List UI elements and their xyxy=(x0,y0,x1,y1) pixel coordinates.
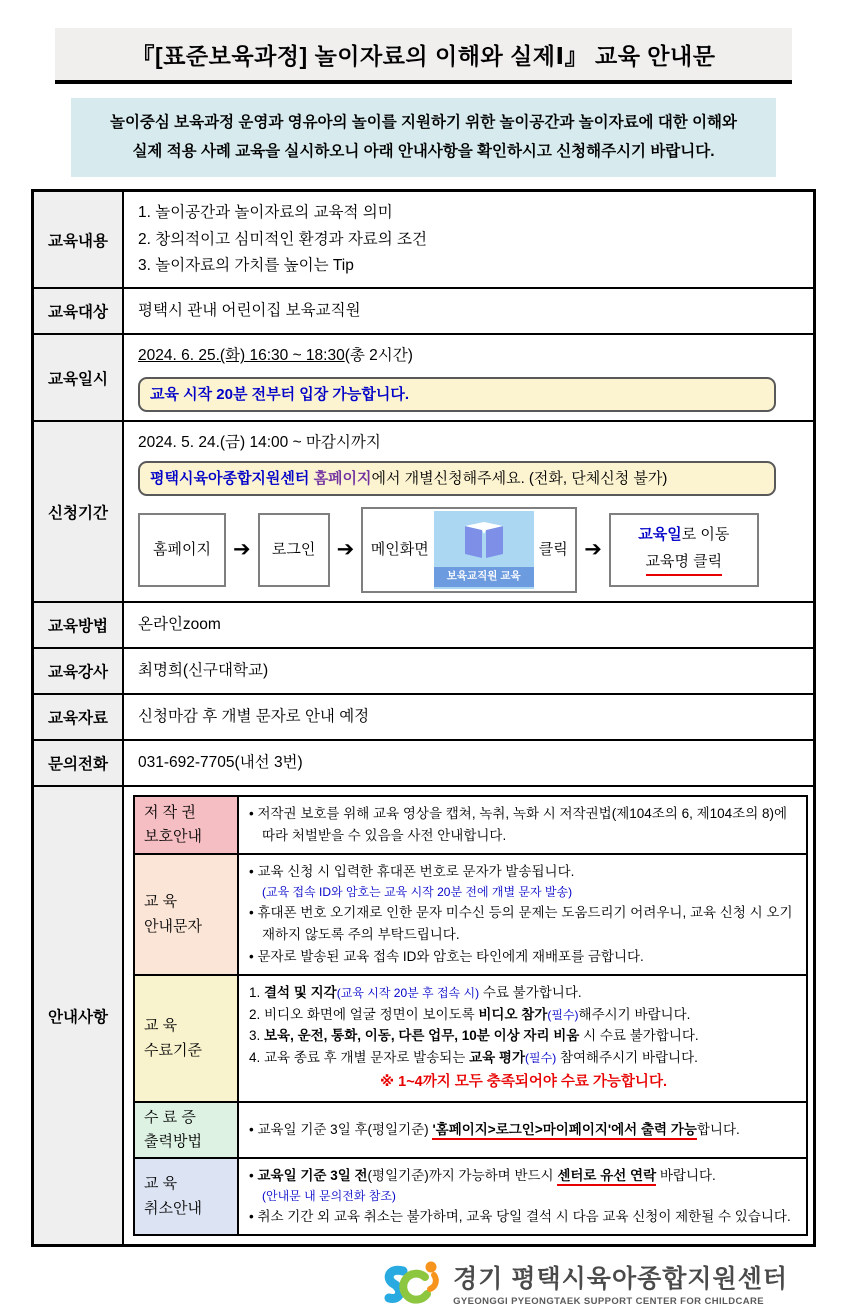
header-line: 교 육 xyxy=(144,1175,178,1193)
header-line: 저 작 권 xyxy=(144,803,196,821)
apply-period-text: 2024. 5. 24.(금) 14:00 ~ 마감시까지 xyxy=(138,434,381,452)
target-cell: 평택시 관내 어린이집 보육교직원 xyxy=(138,302,361,320)
row-apply-period xyxy=(34,420,813,601)
page-title: 『[표준보육과정] 놀이자료의 이해와 실제Ⅰ』 교육 안내문 xyxy=(55,28,792,84)
notice-cancel-row xyxy=(135,1157,806,1234)
arrow-right-icon: ➔ xyxy=(336,538,355,562)
header-line: 안내문자 xyxy=(144,917,202,935)
row-label-content: 교육내용 xyxy=(34,192,124,287)
row-education-target xyxy=(34,287,813,333)
center-name: 경기 평택시육아종합지원센터 xyxy=(453,1265,788,1294)
header-line: 취소안내 xyxy=(144,1200,202,1218)
notice-copyright-row xyxy=(135,797,806,853)
row-education-datetime xyxy=(34,333,813,420)
notice-sms-row xyxy=(135,853,806,974)
apply-cell xyxy=(124,422,813,601)
center-name-english: GYEONGGI PYEONGTAEK SUPPORT CENTER FOR CHILDCARE xyxy=(453,1296,765,1308)
apply-note-box: 평택시육아종합지원센터 홈페이지에서 개별신청해주세요. (전화, 단체신청 불가) xyxy=(138,461,776,497)
apply-flow-diagram xyxy=(138,507,803,593)
row-label-material: 교육자료 xyxy=(34,695,124,739)
notice-line: • 교육일 기준 3일 후(평일기준) '홈페이지>로그인>마이페이지'에서 출력 가능합니다. xyxy=(249,1119,798,1141)
notice-cell xyxy=(124,787,813,1244)
header-line: 교 육 xyxy=(144,1016,178,1034)
method-cell: 온라인zoom xyxy=(138,615,221,633)
notice-note: (안내문 내 문의전화 참조) xyxy=(262,1188,396,1203)
notice-copyright-body xyxy=(239,797,806,853)
center-logo-icon xyxy=(381,1257,443,1309)
row-education-material xyxy=(34,693,813,739)
notice-warning: ※ 1~4까지 모두 충족되어야 수료 가능합니다. xyxy=(380,1074,667,1091)
flow-step-mainscreen xyxy=(361,507,577,593)
row-label-method: 교육방법 xyxy=(34,603,124,647)
header-line: 출력방법 xyxy=(144,1133,202,1151)
notice-line: 2. 비디오 화면에 얼굴 정면이 보이도록 비디오 참가(필수)해주시기 바랍니다. xyxy=(249,1006,691,1022)
header-line: 보호안내 xyxy=(144,828,202,846)
lecturer-cell: 최명희(신구대학교) xyxy=(138,661,269,679)
header-line: 교 육 xyxy=(144,892,178,910)
notice-copyright-header xyxy=(135,797,239,853)
notice-sms-header xyxy=(135,855,239,974)
footer xyxy=(31,1257,788,1309)
flow-step-login: 로그인 xyxy=(258,513,330,587)
row-label-target: 교육대상 xyxy=(34,289,124,333)
notice-certificate-row xyxy=(135,1101,806,1158)
notice-completion-header xyxy=(135,976,239,1101)
header-line: 수 료 증 xyxy=(144,1108,196,1126)
notice-line: 1. 결석 및 지각(교육 시작 20분 후 접속 시) 수료 불가합니다. xyxy=(249,984,582,1000)
notice-completion-body xyxy=(239,976,806,1101)
notice-line: • 취소 기간 외 교육 취소는 불가하며, 교육 당일 결석 시 다음 교육 신청이 제한될 수 있습니다. xyxy=(249,1209,791,1225)
mainscreen-click-label: 클릭 xyxy=(538,540,568,558)
notice-completion-row xyxy=(135,974,806,1101)
open-book-icon xyxy=(461,518,507,564)
notice-cancel-body xyxy=(239,1159,806,1234)
arrow-right-icon: ➔ xyxy=(584,538,602,562)
notice-certificate-body xyxy=(239,1103,806,1158)
flow-step-homepage: 홈페이지 xyxy=(138,513,226,587)
notice-certificate-header xyxy=(135,1103,239,1158)
row-label-apply: 신청기간 xyxy=(34,422,124,601)
entry-note-box: 교육 시작 20분 전부터 입장 가능합니다. xyxy=(138,377,776,413)
row-education-lecturer xyxy=(34,647,813,693)
info-table xyxy=(31,189,816,1247)
arrow-right-icon: ➔ xyxy=(233,538,251,562)
education-name-click-line: 교육명 클릭 xyxy=(646,551,723,577)
header-line: 수료기준 xyxy=(144,1041,202,1059)
phone-cell: 031-692-7705(내선 3번) xyxy=(138,753,303,771)
education-day-line: 교육일로 이동 xyxy=(638,526,730,544)
datetime-cell xyxy=(124,335,813,420)
intro-line-1: 놀이중심 보육과정 운영과 영유아의 놀이를 지원하기 위한 놀이공간과 놀이자료에 대한 이해와 xyxy=(109,114,737,131)
notice-line: • 교육일 기준 3일 전(평일기준)까지 가능하며 반드시 센터로 유선 연락 바랍니다. xyxy=(249,1165,798,1187)
notice-line: • 휴대폰 번호 오기재로 인한 문자 미수신 등의 문제는 도움드리기 어려우니, 교육 신청 시 오기재하지 않도록 주의 부탁드립니다. xyxy=(249,905,793,942)
footer-text xyxy=(453,1259,788,1307)
content-line-1: 1. 놀이공간과 놀이자료의 교육적 의미 xyxy=(138,204,393,222)
row-label-notice: 안내사항 xyxy=(34,787,124,1244)
tile-band-label: 보육교직원 교육 xyxy=(434,567,534,587)
notice-sms-body xyxy=(239,855,806,974)
row-education-method xyxy=(34,601,813,647)
flow-step-education-day xyxy=(609,513,759,587)
notice-line: 3. 보육, 운전, 통화, 이동, 다른 업무, 10분 이상 자리 비움 시 수료 불가합니다. xyxy=(249,1028,699,1044)
row-label-lecturer: 교육강사 xyxy=(34,649,124,693)
row-label-phone: 문의전화 xyxy=(34,741,124,785)
notice-sub-table xyxy=(133,795,808,1236)
notice-line: • 저작권 보호를 위해 교육 영상을 캡쳐, 녹취, 녹화 시 저작권법(제104조의 6, 제104조의 8)에 따라 처벌받을 수 있음을 사전 안내합니다. xyxy=(249,806,788,843)
row-notice xyxy=(34,785,813,1244)
mainscreen-label: 메인화면 xyxy=(370,540,429,558)
notice-note: (교육 접속 ID와 암호는 교육 시작 20분 전에 개별 문자 발송) xyxy=(262,884,573,899)
row-label-datetime: 교육일시 xyxy=(34,335,124,420)
notice-line: • 교육 신청 시 입력한 휴대폰 번호로 문자가 발송됩니다. xyxy=(249,863,575,879)
content-cell xyxy=(124,192,813,287)
datetime-text: 2024. 6. 25.(화) 16:30 ~ 18:30(총 2시간) xyxy=(138,347,413,365)
row-education-content xyxy=(34,192,813,287)
notice-cancel-header xyxy=(135,1159,239,1234)
notice-line: • 문자로 발송된 교육 접속 ID와 암호는 타인에게 재배포를 금합니다. xyxy=(249,948,644,964)
content-line-3: 3. 놀이자료의 가치를 높이는 Tip xyxy=(138,257,354,275)
material-cell: 신청마감 후 개별 문자로 안내 예정 xyxy=(138,707,370,725)
notice-line: 4. 교육 종료 후 개별 문자로 발송되는 교육 평가(필수) 참여해주시기 바랍니다. xyxy=(249,1050,698,1066)
intro-line-2: 실제 적용 사례 교육을 실시하오니 아래 안내사항을 확인하시고 신청해주시기 바랍니다. xyxy=(132,142,715,160)
education-menu-tile xyxy=(434,511,534,589)
intro-banner xyxy=(71,98,776,177)
row-phone xyxy=(34,739,813,785)
content-line-2: 2. 창의적이고 심미적인 환경과 자료의 조건 xyxy=(138,230,428,248)
